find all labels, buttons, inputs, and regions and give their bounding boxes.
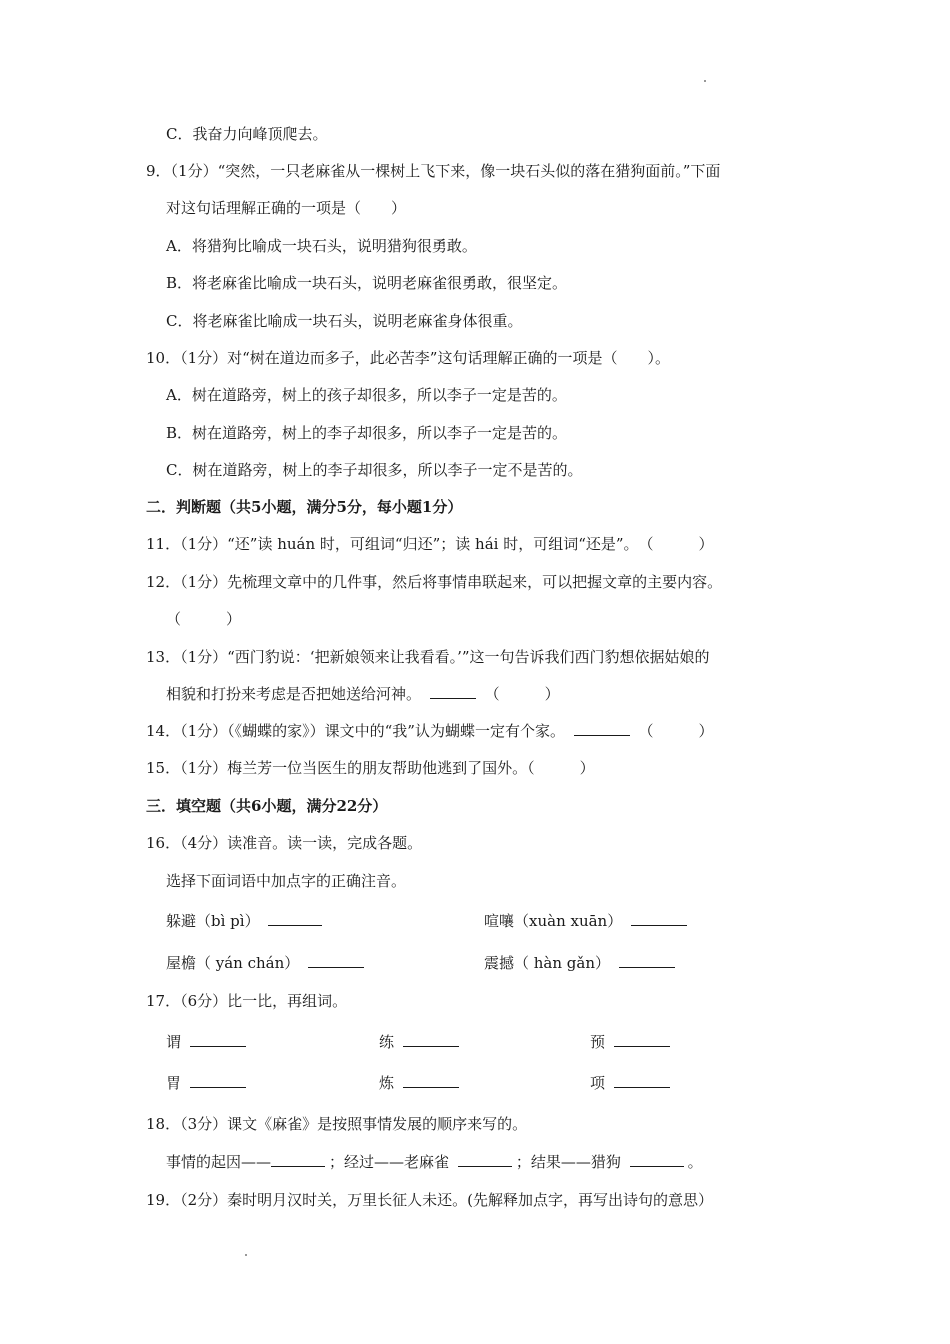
q9-option-b: B．将老麻雀比喻成一块石头，说明老麻雀很勇敢，很坚定。 — [166, 274, 568, 292]
section-3-title: 三．填空题（共6小题，满分22分） — [146, 797, 388, 815]
q13-answer-paren[interactable]: （ ） — [484, 685, 560, 703]
q17-item-5 — [379, 1072, 463, 1094]
q17-stem: 17．（6分）比一比，再组词。 — [146, 992, 348, 1010]
q19-stem: 19．（2分）秦时明月汉时关，万里长征人未还。(先解释加点字，再写出诗句的意思） — [146, 1191, 713, 1209]
q16-instruction: 选择下面词语中加点字的正确注音。 — [166, 872, 407, 890]
q17-item-4 — [166, 1072, 250, 1094]
q10-option-c: C．树在道路旁，树上的李子却很多，所以李子一定不是苦的。 — [166, 461, 583, 479]
q16-item-2-text: 喧嚷（xuàn xuān） — [484, 912, 623, 930]
q16-item-3-text: 屋檐（ yán chán） — [166, 954, 300, 972]
q13-text-line1: 13．（1分）“西门豹说：‘把新娘领来让我看看。’”这一句告诉我们西门豹想依据姑娘的 — [146, 648, 710, 666]
q17-blank-6[interactable] — [614, 1073, 670, 1088]
q17-blank-1[interactable] — [190, 1032, 246, 1047]
q14-answer-blank[interactable] — [574, 721, 630, 736]
q16-item-4-blank[interactable] — [619, 953, 675, 968]
q9-stem-line2: 对这句话理解正确的一项是（ ） — [166, 199, 407, 217]
q18-cause-blank[interactable] — [271, 1152, 325, 1167]
q12-text: 12．（1分）先梳理文章中的几件事，然后将事情串联起来，可以把握文章的主要内容。 — [146, 573, 723, 591]
q9-stem-line1: 9．（1分）“突然，一只老麻雀从一棵树上飞下来，像一块石头似的落在猎狗面前。”下面 — [146, 162, 721, 180]
q18-process-blank[interactable] — [458, 1152, 512, 1167]
q18-result-blank[interactable] — [630, 1152, 684, 1167]
q17-blank-5[interactable] — [403, 1073, 459, 1088]
scan-dot — [704, 80, 706, 82]
q9-option-a: A．将猎狗比喻成一块石头，说明猎狗很勇敢。 — [166, 237, 477, 255]
q17-item-3 — [590, 1031, 674, 1053]
q18-answer-line — [166, 1151, 703, 1173]
q13-text-line2 — [166, 683, 560, 705]
q17-blank-4[interactable] — [190, 1073, 246, 1088]
q16-item-3 — [166, 952, 368, 974]
q18-end-punct: 。 — [687, 1153, 703, 1171]
q17-char-4: 胃 — [166, 1074, 182, 1092]
q17-item-2 — [379, 1031, 463, 1053]
q16-item-1-text: 躲避（bì pì） — [166, 912, 260, 930]
q16-stem: 16．（4分）读准音。读一读，完成各题。 — [146, 834, 423, 852]
q10-option-a: A．树在道路旁，树上的孩子却很多，所以李子一定是苦的。 — [166, 386, 567, 404]
q17-char-1: 谓 — [166, 1033, 182, 1051]
q16-item-1-blank[interactable] — [268, 911, 322, 926]
q13-answer-blank[interactable] — [430, 684, 476, 699]
section-2-title: 二．判断题（共5小题，满分5分，每小题1分） — [146, 498, 463, 516]
q8-option-c: C．我奋力向峰顶爬去。 — [166, 125, 328, 143]
q16-item-4-text: 震撼（ hàn gǎn） — [484, 954, 611, 972]
q11-text: 11．（1分）“还”读 huán 时，可组词“归还”；读 hái 时，可组词“还是”。 （ ） — [146, 535, 714, 553]
q18-cause-label: 事情的起因—— — [166, 1153, 272, 1171]
q18-result-label: ；结果——猎狗 — [515, 1153, 621, 1171]
q9-option-c: C．将老麻雀比喻成一块石头，说明老麻雀身体很重。 — [166, 312, 523, 330]
q10-option-b: B．树在道路旁，树上的李子却很多，所以李子一定是苦的。 — [166, 424, 568, 442]
q17-char-3: 预 — [590, 1033, 606, 1051]
scan-dot-bottom — [245, 1254, 247, 1256]
q13-text: 相貌和打扮来考虑是否把她送给河神。 — [166, 685, 422, 703]
q17-item-6 — [590, 1072, 674, 1094]
q16-item-1 — [166, 910, 326, 932]
q14-answer-paren[interactable]: （ ） — [638, 722, 714, 740]
q17-blank-2[interactable] — [403, 1032, 459, 1047]
q17-blank-3[interactable] — [614, 1032, 670, 1047]
q17-char-6: 项 — [590, 1074, 606, 1092]
q17-char-5: 炼 — [379, 1074, 395, 1092]
q18-process-label: ；经过——老麻雀 — [329, 1153, 450, 1171]
q18-stem: 18．（3分）课文《麻雀》是按照事情发展的顺序来写的。 — [146, 1115, 528, 1133]
q16-item-4 — [484, 952, 679, 974]
q12-answer-paren[interactable]: （ ） — [166, 610, 242, 628]
q14-line — [146, 720, 714, 742]
q16-item-2-blank[interactable] — [631, 911, 687, 926]
q14-text: 14．（1分）（《蝴蝶的家》）课文中的“我”认为蝴蝶一定有个家。 — [146, 722, 565, 740]
q16-item-3-blank[interactable] — [308, 953, 364, 968]
q17-item-1 — [166, 1031, 250, 1053]
q16-item-2 — [484, 910, 691, 932]
q10-stem: 10．（1分）对“树在道边而多子，此必苦李”这句话理解正确的一项是（ ）。 — [146, 349, 670, 367]
q17-char-2: 练 — [379, 1033, 395, 1051]
q15-text: 15．（1分）梅兰芳一位当医生的朋友帮助他逃到了国外。（ ） — [146, 759, 595, 777]
